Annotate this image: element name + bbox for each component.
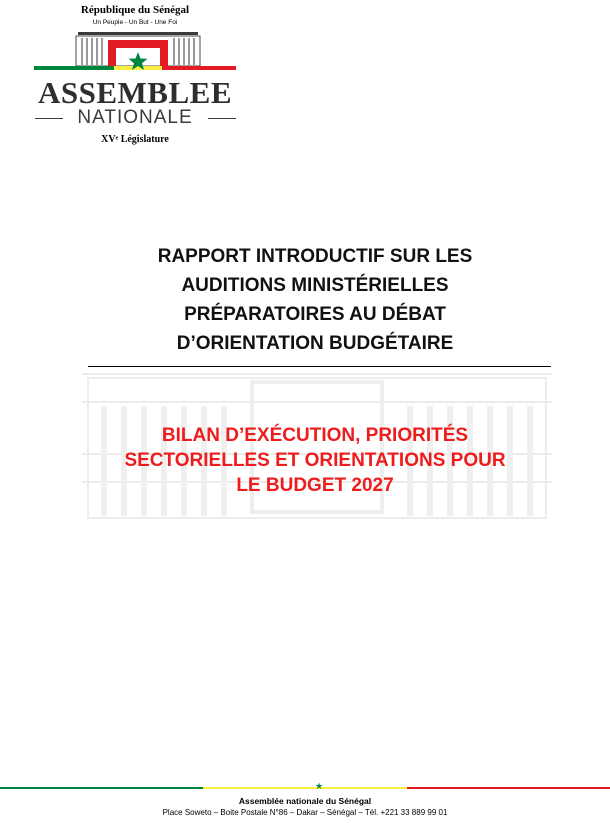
- logo-wordmark-nationale: NATIONALE: [77, 107, 193, 128]
- national-motto: Un Peuple - Un But - Une Foi: [92, 19, 178, 26]
- footer-institution-name: Assemblée nationale du Sénégal: [238, 796, 372, 806]
- logo-wordmark-assemblee: ASSEMBLEE: [37, 75, 232, 110]
- report-title: [80, 242, 550, 358]
- report-subtitle-line: LE BUDGET 2027: [236, 475, 394, 496]
- footer-address: Place Soweto – Boite Postale N°86 – Dakar – Sénégal – Tél. +221 33 889 99 01: [162, 808, 448, 817]
- report-title-line: PRÉPARATOIRES AU DÉBAT: [184, 304, 446, 325]
- report-subtitle: [80, 423, 550, 498]
- footer-star-icon: ★: [315, 781, 324, 791]
- logo-wordmark-nationale-row: [20, 108, 250, 128]
- parliament-building-emblem: [20, 28, 250, 76]
- report-title-line: RAPPORT INTRODUCTIF SUR LES: [157, 246, 473, 267]
- report-subtitle-line: BILAN D’EXÉCUTION, PRIORITÉS: [161, 425, 469, 446]
- legislature-label: XVᵉ Législature: [101, 134, 169, 145]
- report-title-line: D’ORIENTATION BUDGÉTAIRE: [176, 333, 454, 354]
- report-subtitle-line: SECTORIELLES ET ORIENTATIONS POUR: [124, 450, 506, 471]
- title-divider: [88, 366, 551, 367]
- country-name: République du Sénégal: [80, 4, 190, 16]
- footer-flag-stripe: [0, 787, 610, 789]
- report-title-line: AUDITIONS MINISTÉRIELLES: [181, 275, 449, 296]
- decorative-line-right: [208, 118, 236, 119]
- assemblee-nationale-logo: [20, 0, 250, 150]
